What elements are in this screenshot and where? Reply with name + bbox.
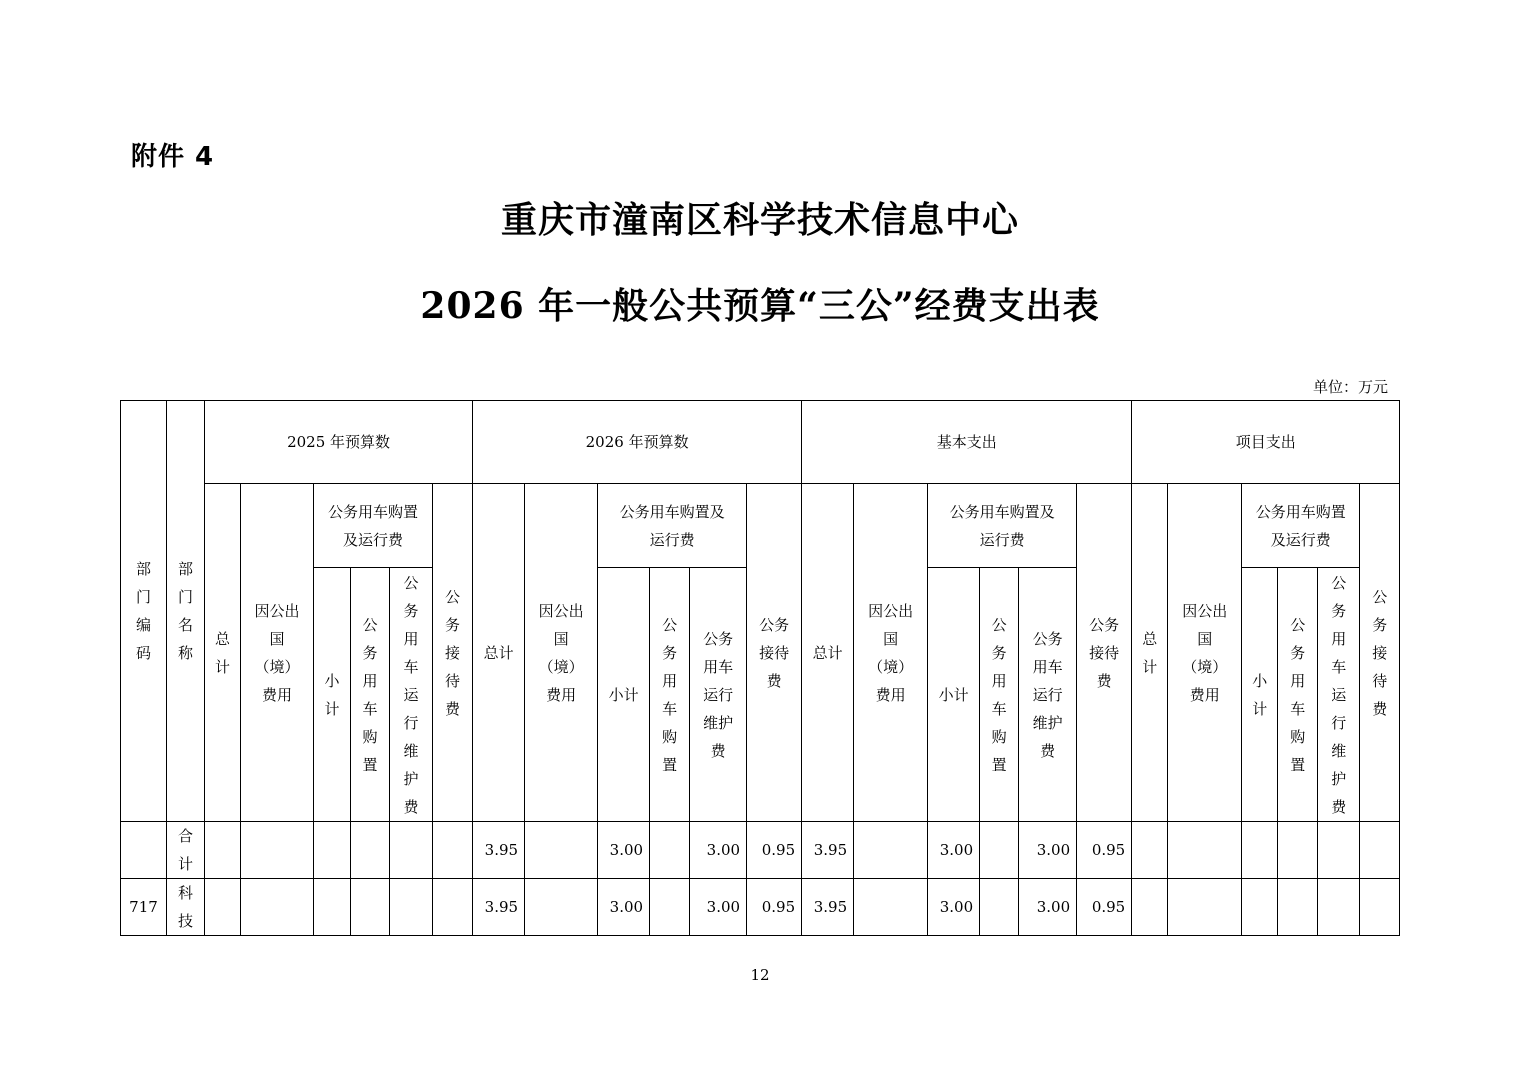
header-vehicle-purchase-2026: 公务用车购置 (650, 568, 690, 822)
cell: 3.95 (802, 822, 854, 879)
cell: 0.95 (1077, 879, 1132, 936)
cell: 0.95 (747, 879, 802, 936)
header-vehicle-operation-2025: 公务用车运行维护费 (390, 568, 433, 822)
cell (1360, 879, 1400, 936)
cell: 3.95 (473, 822, 525, 879)
cell (205, 879, 241, 936)
header-total-2025: 总计 (205, 484, 241, 822)
cell (241, 879, 314, 936)
cell (1242, 822, 1278, 879)
cell (525, 822, 598, 879)
cell (854, 822, 928, 879)
header-vehicle-basic: 公务用车购置及运行费 (928, 484, 1077, 568)
cell (525, 879, 598, 936)
cell: 3.00 (1019, 879, 1077, 936)
header-group-basic: 基本支出 (802, 401, 1132, 484)
cell-name: 科技 (167, 879, 205, 936)
header-reception-2026: 公务接待费 (747, 484, 802, 822)
header-vehicle-operation-project: 公务用车运行维护费 (1318, 568, 1360, 822)
attachment-label: 附件 4 (131, 142, 215, 172)
header-reception-2025: 公务接待费 (433, 484, 473, 822)
cell (1168, 822, 1242, 879)
document-title: 重庆市潼南区科学技术信息中心 (500, 199, 1019, 241)
cell (1242, 879, 1278, 936)
cell (1318, 822, 1360, 879)
cell: 3.95 (802, 879, 854, 936)
header-abroad-2026: 因公出国（境）费用 (525, 484, 598, 822)
unit-label: 单位：万元 (1312, 378, 1388, 396)
header-row-groups (121, 401, 1400, 484)
cell (433, 822, 473, 879)
cell (1132, 822, 1168, 879)
header-subtotal-2026: 小计 (598, 568, 650, 822)
cell: 3.00 (1019, 822, 1077, 879)
header-total-2026: 总计 (473, 484, 525, 822)
cell (980, 822, 1019, 879)
cell: 3.00 (598, 879, 650, 936)
header-group-2025: 2025 年预算数 (205, 401, 473, 484)
table-row-dept (121, 879, 1400, 936)
cell (650, 879, 690, 936)
header-subtotal-project: 小计 (1242, 568, 1278, 822)
header-dept-code: 部门编码 (121, 401, 167, 822)
cell: 3.00 (928, 822, 980, 879)
cell (650, 822, 690, 879)
header-vehicle-purchase-basic: 公务用车购置 (980, 568, 1019, 822)
header-row-sub (121, 484, 1400, 568)
header-abroad-2025: 因公出国（境）费用 (241, 484, 314, 822)
header-subtotal-basic: 小计 (928, 568, 980, 822)
document-subtitle: 2026 年一般公共预算“三公”经费支出表 (420, 285, 1100, 327)
header-abroad-basic: 因公出国（境）费用 (854, 484, 928, 822)
header-subtotal-2025: 小计 (314, 568, 351, 822)
cell-code (121, 822, 167, 879)
cell: 3.95 (473, 879, 525, 936)
header-total-basic: 总计 (802, 484, 854, 822)
cell: 0.95 (1077, 822, 1132, 879)
header-vehicle-project: 公务用车购置及运行费 (1242, 484, 1360, 568)
header-vehicle-operation-2026: 公务用车运行维护费 (690, 568, 747, 822)
cell (390, 822, 433, 879)
expenditure-table (120, 400, 1400, 936)
header-vehicle-2025: 公务用车购置及运行费 (314, 484, 433, 568)
cell (1278, 879, 1318, 936)
cell (980, 879, 1019, 936)
header-abroad-project: 因公出国（境）费用 (1168, 484, 1242, 822)
cell-name: 合计 (167, 822, 205, 879)
cell (854, 879, 928, 936)
cell (314, 879, 351, 936)
header-reception-basic: 公务接待费 (1077, 484, 1132, 822)
cell: 3.00 (928, 879, 980, 936)
header-dept-name: 部门名称 (167, 401, 205, 822)
cell (241, 822, 314, 879)
cell: 3.00 (690, 879, 747, 936)
header-group-2026: 2026 年预算数 (473, 401, 802, 484)
header-vehicle-purchase-2025: 公务用车购置 (351, 568, 390, 822)
header-vehicle-purchase-project: 公务用车购置 (1278, 568, 1318, 822)
cell (314, 822, 351, 879)
header-group-project: 项目支出 (1132, 401, 1400, 484)
cell: 0.95 (747, 822, 802, 879)
cell: 3.00 (690, 822, 747, 879)
cell (351, 822, 390, 879)
cell (205, 822, 241, 879)
cell: 3.00 (598, 822, 650, 879)
header-reception-project: 公务接待费 (1360, 484, 1400, 822)
cell (1318, 879, 1360, 936)
cell (1168, 879, 1242, 936)
cell (390, 879, 433, 936)
header-vehicle-operation-basic: 公务用车运行维护费 (1019, 568, 1077, 822)
cell-code: 717 (121, 879, 167, 936)
page-number: 12 (750, 966, 770, 984)
cell (1132, 879, 1168, 936)
cell (351, 879, 390, 936)
header-vehicle-2026: 公务用车购置及运行费 (598, 484, 747, 568)
cell (1360, 822, 1400, 879)
table-row-total (121, 822, 1400, 879)
cell (433, 879, 473, 936)
cell (1278, 822, 1318, 879)
header-total-project: 总计 (1132, 484, 1168, 822)
